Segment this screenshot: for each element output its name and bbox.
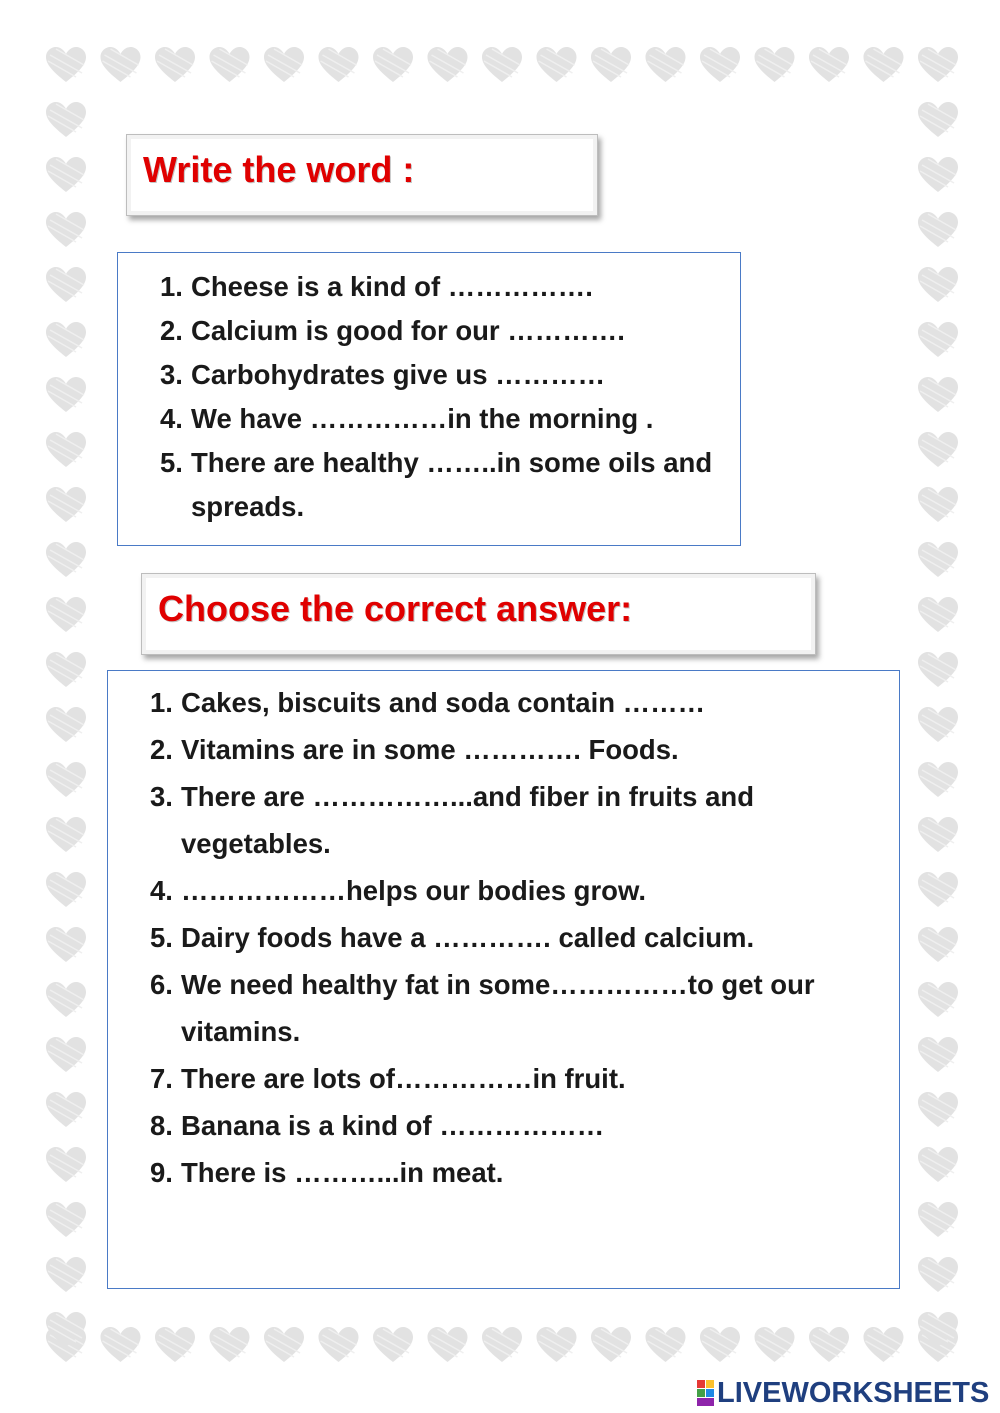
heart-icon: [700, 47, 740, 82]
question-item: [160, 265, 720, 309]
write-the-word-list: [160, 265, 720, 529]
question-item: [160, 309, 720, 353]
question-number: 9.: [150, 1157, 173, 1188]
heart-icon: [591, 47, 631, 82]
heart-icon: [210, 1327, 250, 1362]
question-item: [150, 679, 880, 726]
heart-icon: [918, 322, 958, 357]
question-text: Banana is a kind of ………………: [181, 1110, 605, 1141]
heart-icon: [46, 432, 86, 467]
heart-icon: [537, 47, 577, 82]
heart-icon: [46, 982, 86, 1017]
write-the-word-heading-box: [126, 134, 598, 216]
heart-icon: [46, 1257, 86, 1292]
heart-icon: [46, 652, 86, 687]
heart-icon: [46, 872, 86, 907]
heart-icon: [918, 1037, 958, 1072]
heart-icon: [918, 872, 958, 907]
heart-icon: [46, 157, 86, 192]
heart-icon: [918, 377, 958, 412]
choose-correct-answer-list: [150, 679, 880, 1196]
heart-icon: [373, 47, 413, 82]
question-number: 1.: [160, 271, 183, 302]
heart-icon: [755, 47, 795, 82]
heart-icon: [918, 47, 958, 82]
heart-icon: [46, 1147, 86, 1182]
heart-icon: [591, 1327, 631, 1362]
question-item: [160, 353, 720, 397]
heart-icon: [428, 47, 468, 82]
question-text: Vitamins are in some …………. Foods.: [181, 734, 679, 765]
question-item: [160, 441, 720, 529]
question-text: Calcium is good for our ………….: [191, 315, 625, 346]
question-number: 5.: [160, 447, 183, 478]
question-text: We have ……………in the morning .: [191, 403, 654, 434]
heart-icon: [264, 1327, 304, 1362]
heart-icon: [101, 1327, 141, 1362]
heart-icon: [46, 487, 86, 522]
heart-icon: [319, 1327, 359, 1362]
heart-icon: [264, 47, 304, 82]
choose-correct-answer-question-box: [107, 670, 900, 1289]
heart-icon: [918, 707, 958, 742]
heart-icon: [918, 487, 958, 522]
heart-icon: [918, 102, 958, 137]
question-number: 6.: [150, 969, 173, 1000]
heart-icon: [155, 47, 195, 82]
heart-icon: [46, 597, 86, 632]
heart-icon: [46, 1092, 86, 1127]
heart-icon: [918, 212, 958, 247]
question-item: [150, 867, 880, 914]
question-number: 1.: [150, 687, 173, 718]
heart-icon: [918, 432, 958, 467]
choose-correct-answer-heading-box: [141, 573, 816, 655]
question-text: There are lots of……………in fruit.: [181, 1063, 626, 1094]
heart-icon: [46, 102, 86, 137]
heart-icon: [864, 47, 904, 82]
heart-icon: [46, 212, 86, 247]
heart-icon: [755, 1327, 795, 1362]
question-item: [150, 1149, 880, 1196]
liveworksheets-logo[interactable]: [697, 1376, 989, 1410]
heart-icon: [918, 762, 958, 797]
heart-icon: [46, 1202, 86, 1237]
heart-icon: [918, 1092, 958, 1127]
question-number: 7.: [150, 1063, 173, 1094]
heart-icon: [482, 47, 522, 82]
question-number: 2.: [150, 734, 173, 765]
heart-icon: [918, 927, 958, 962]
heart-icon: [46, 47, 86, 82]
heart-icon: [373, 1327, 413, 1362]
write-the-word-heading: Write the word :: [143, 149, 415, 190]
heart-icon: [918, 982, 958, 1017]
question-item: [150, 773, 880, 867]
question-item: [150, 726, 880, 773]
write-the-word-question-box: [117, 252, 741, 546]
liveworksheets-logo-icon: [697, 1380, 715, 1406]
question-number: 2.: [160, 315, 183, 346]
heart-icon: [864, 1327, 904, 1362]
heart-icon: [646, 47, 686, 82]
question-number: 4.: [160, 403, 183, 434]
heart-icon: [918, 542, 958, 577]
heart-icon: [918, 1147, 958, 1182]
heart-icon: [918, 1257, 958, 1292]
question-text: Dairy foods have a …………. called calcium.: [181, 922, 755, 953]
question-text: Cheese is a kind of …………….: [191, 271, 593, 302]
question-text: We need healthy fat in some……………to get our vitamins.: [181, 969, 815, 1047]
heart-icon: [210, 47, 250, 82]
heart-icon: [46, 762, 86, 797]
heart-icon: [918, 157, 958, 192]
liveworksheets-logo-text: LIVEWORKSHEETS: [717, 1376, 990, 1409]
heart-icon: [809, 1327, 849, 1362]
question-item: [150, 961, 880, 1055]
heart-icon: [918, 1202, 958, 1237]
question-item: [150, 914, 880, 961]
question-text: There is ………...in meat.: [181, 1157, 504, 1188]
heart-icon: [46, 267, 86, 302]
heart-icon: [428, 1327, 468, 1362]
question-text: ………………helps our bodies grow.: [181, 875, 646, 906]
heart-icon: [700, 1327, 740, 1362]
heart-icon: [918, 817, 958, 852]
heart-icon: [46, 377, 86, 412]
heart-icon: [482, 1327, 522, 1362]
choose-correct-answer-heading: Choose the correct answer:: [158, 588, 633, 629]
heart-icon: [918, 597, 958, 632]
heart-icon: [46, 322, 86, 357]
question-number: 3.: [160, 359, 183, 390]
heart-icon: [46, 707, 86, 742]
heart-icon: [155, 1327, 195, 1362]
question-text: Cakes, biscuits and soda contain ………: [181, 687, 706, 718]
heart-icon: [101, 47, 141, 82]
question-number: 3.: [150, 781, 173, 812]
question-item: [160, 397, 720, 441]
question-text: There are ……………...and fiber in fruits and vegetables.: [181, 781, 755, 859]
heart-icon: [46, 927, 86, 962]
question-text: Carbohydrates give us …………: [191, 359, 606, 390]
heart-icon: [537, 1327, 577, 1362]
heart-icon: [319, 47, 359, 82]
question-number: 4.: [150, 875, 173, 906]
heart-icon: [46, 817, 86, 852]
question-number: 8.: [150, 1110, 173, 1141]
heart-icon: [918, 267, 958, 302]
question-number: 5.: [150, 922, 173, 953]
question-item: [150, 1102, 880, 1149]
heart-icon: [809, 47, 849, 82]
question-text: There are healthy ……..in some oils and spreads.: [191, 447, 713, 522]
heart-icon: [46, 542, 86, 577]
question-item: [150, 1055, 880, 1102]
heart-icon: [46, 1037, 86, 1072]
heart-icon: [646, 1327, 686, 1362]
heart-icon: [918, 652, 958, 687]
